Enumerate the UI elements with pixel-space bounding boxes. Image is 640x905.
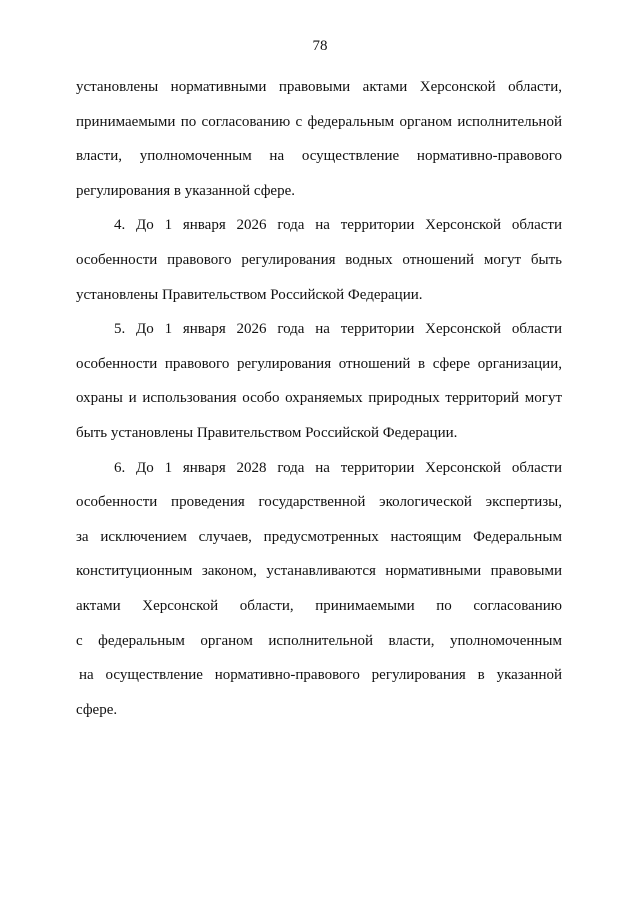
text-line: актами Херсонской области, принимаемыми по согласованию — [76, 597, 562, 614]
text-line: быть установлены Правительством Российской Федерации. — [76, 424, 458, 441]
text-line: конституционным законом, устанавливаются нормативными правовыми — [76, 563, 562, 580]
text-line: регулирования в указанной сфере. — [76, 182, 296, 199]
text-line: особенности проведения государственной экологической экспертизы, — [76, 494, 562, 511]
document-body — [76, 70, 562, 727]
page-number: 78 — [312, 38, 328, 54]
text-line: власти, уполномоченным на осуществление нормативно-правового — [76, 148, 562, 165]
text-line: с федеральным органом исполнительной власти, уполномоченным — [76, 632, 562, 649]
text-line: особенности правового регулирования отношений в сфере организации, — [76, 355, 562, 372]
text-line: принимаемыми по согласованию с федеральным органом исполнительной — [76, 113, 562, 130]
text-line: установлены нормативными правовыми актами Херсонской области, — [76, 79, 562, 95]
text-line: установлены Правительством Российской Федерации. — [76, 286, 423, 303]
text-line: охраны и использования особо охраняемых природных территорий могут — [76, 390, 562, 407]
paragraph-5-start: 5. До 1 января 2026 года на территории Херсонской области — [114, 321, 562, 338]
text-line: за исключением случаев, предусмотренных настоящим Федеральным — [76, 528, 562, 545]
paragraph-4-start: 4. До 1 января 2026 года на территории Херсонской области — [114, 217, 562, 234]
text-line: на осуществление нормативно-правового регулирования в указанной — [79, 667, 562, 684]
paragraph-6-start: 6. До 1 января 2028 года на территории Херсонской области — [114, 459, 562, 476]
text-line: особенности правового регулирования водных отношений могут быть — [76, 251, 562, 268]
text-line: сфере. — [76, 701, 118, 718]
